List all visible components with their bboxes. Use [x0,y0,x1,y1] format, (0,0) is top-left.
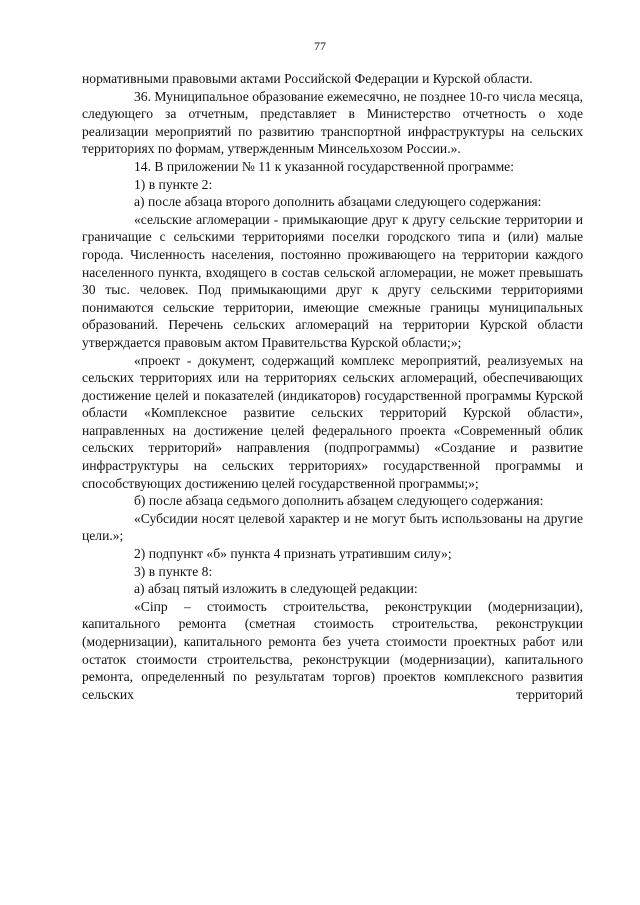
paragraph: «Субсидии носят целевой характер и не могут быть использованы на другие цели.»; [82,510,583,544]
paragraph: «сельские агломерации - примыкающие друг к другу сельские территории и граничащие с сельскими территориями поселки городского типа и (или) малые города. Численность населения, постоянно проживающего на территории каждого населенного пункта, входящего в состав сельской агломерации, не может превышать 30 тыс. человек. Под примыкающими друг к другу сельскими территориями понимаются сельские территории, имеющие смежные границы муниципальных образований. Перечень сельских агломераций на территории Курской области утверждается правовым актом Правительства Курской области;»; [82,211,583,350]
paragraph: 14. В приложении № 11 к указанной государственной программе: [134,158,514,174]
paragraph: 3) в пункте 8: [134,563,213,579]
paragraph: б) после абзаца седьмого дополнить абзацем следующего содержания: [134,493,544,509]
page-number: 77 [314,39,326,53]
paragraph: нормативными правовыми актами Российской Федерации и Курской области. [82,71,533,86]
paragraph: 1) в пункте 2: [134,176,213,192]
document-body [82,70,583,703]
paragraph: а) после абзаца второго дополнить абзацами следующего содержания: [134,194,542,210]
paragraph: «проект - документ, содержащий комплекс мероприятий, реализуемых на сельских территориях или на территориях сельских агломераций, обеспечивающих достижение целей и показателей (индикаторов) государственной программы Курской области «Комплексное развитие сельских территорий Курской области», направленных на достижение целей федерального проекта «Современный облик сельских территорий» направления (подпрограммы) «Создание и развитие инфраструктуры на сельских территориях» государственной программы и способствующих достижению целей государственной программы;»; [82,352,583,491]
paragraph: 36. Муниципальное образование ежемесячно, не позднее 10-го числа месяца, следующего за отчетным, представляет в Министерство отчетность о ходе реализации мероприятий по развитию транспортной инфраструктуры на сельских территориях по формам, утвержденным Минсельхозом России.». [82,88,583,157]
paragraph: «Сiпр – стоимость строительства, реконструкции (модернизации), капитального ремонта (сметная стоимость строительства, реконструкции (модернизации), капитального ремонта без учета стоимости проектных работ или остаток стоимости строительства, реконструкции (модернизации), капитального ремонта, определенный по результатам торгов) проектов комплексного развития сельских территорий [82,598,583,702]
paragraph: 2) подпункт «б» пункта 4 признать утратившим силу»; [134,546,452,562]
paragraph: а) абзац пятый изложить в следующей редакции: [134,581,418,597]
